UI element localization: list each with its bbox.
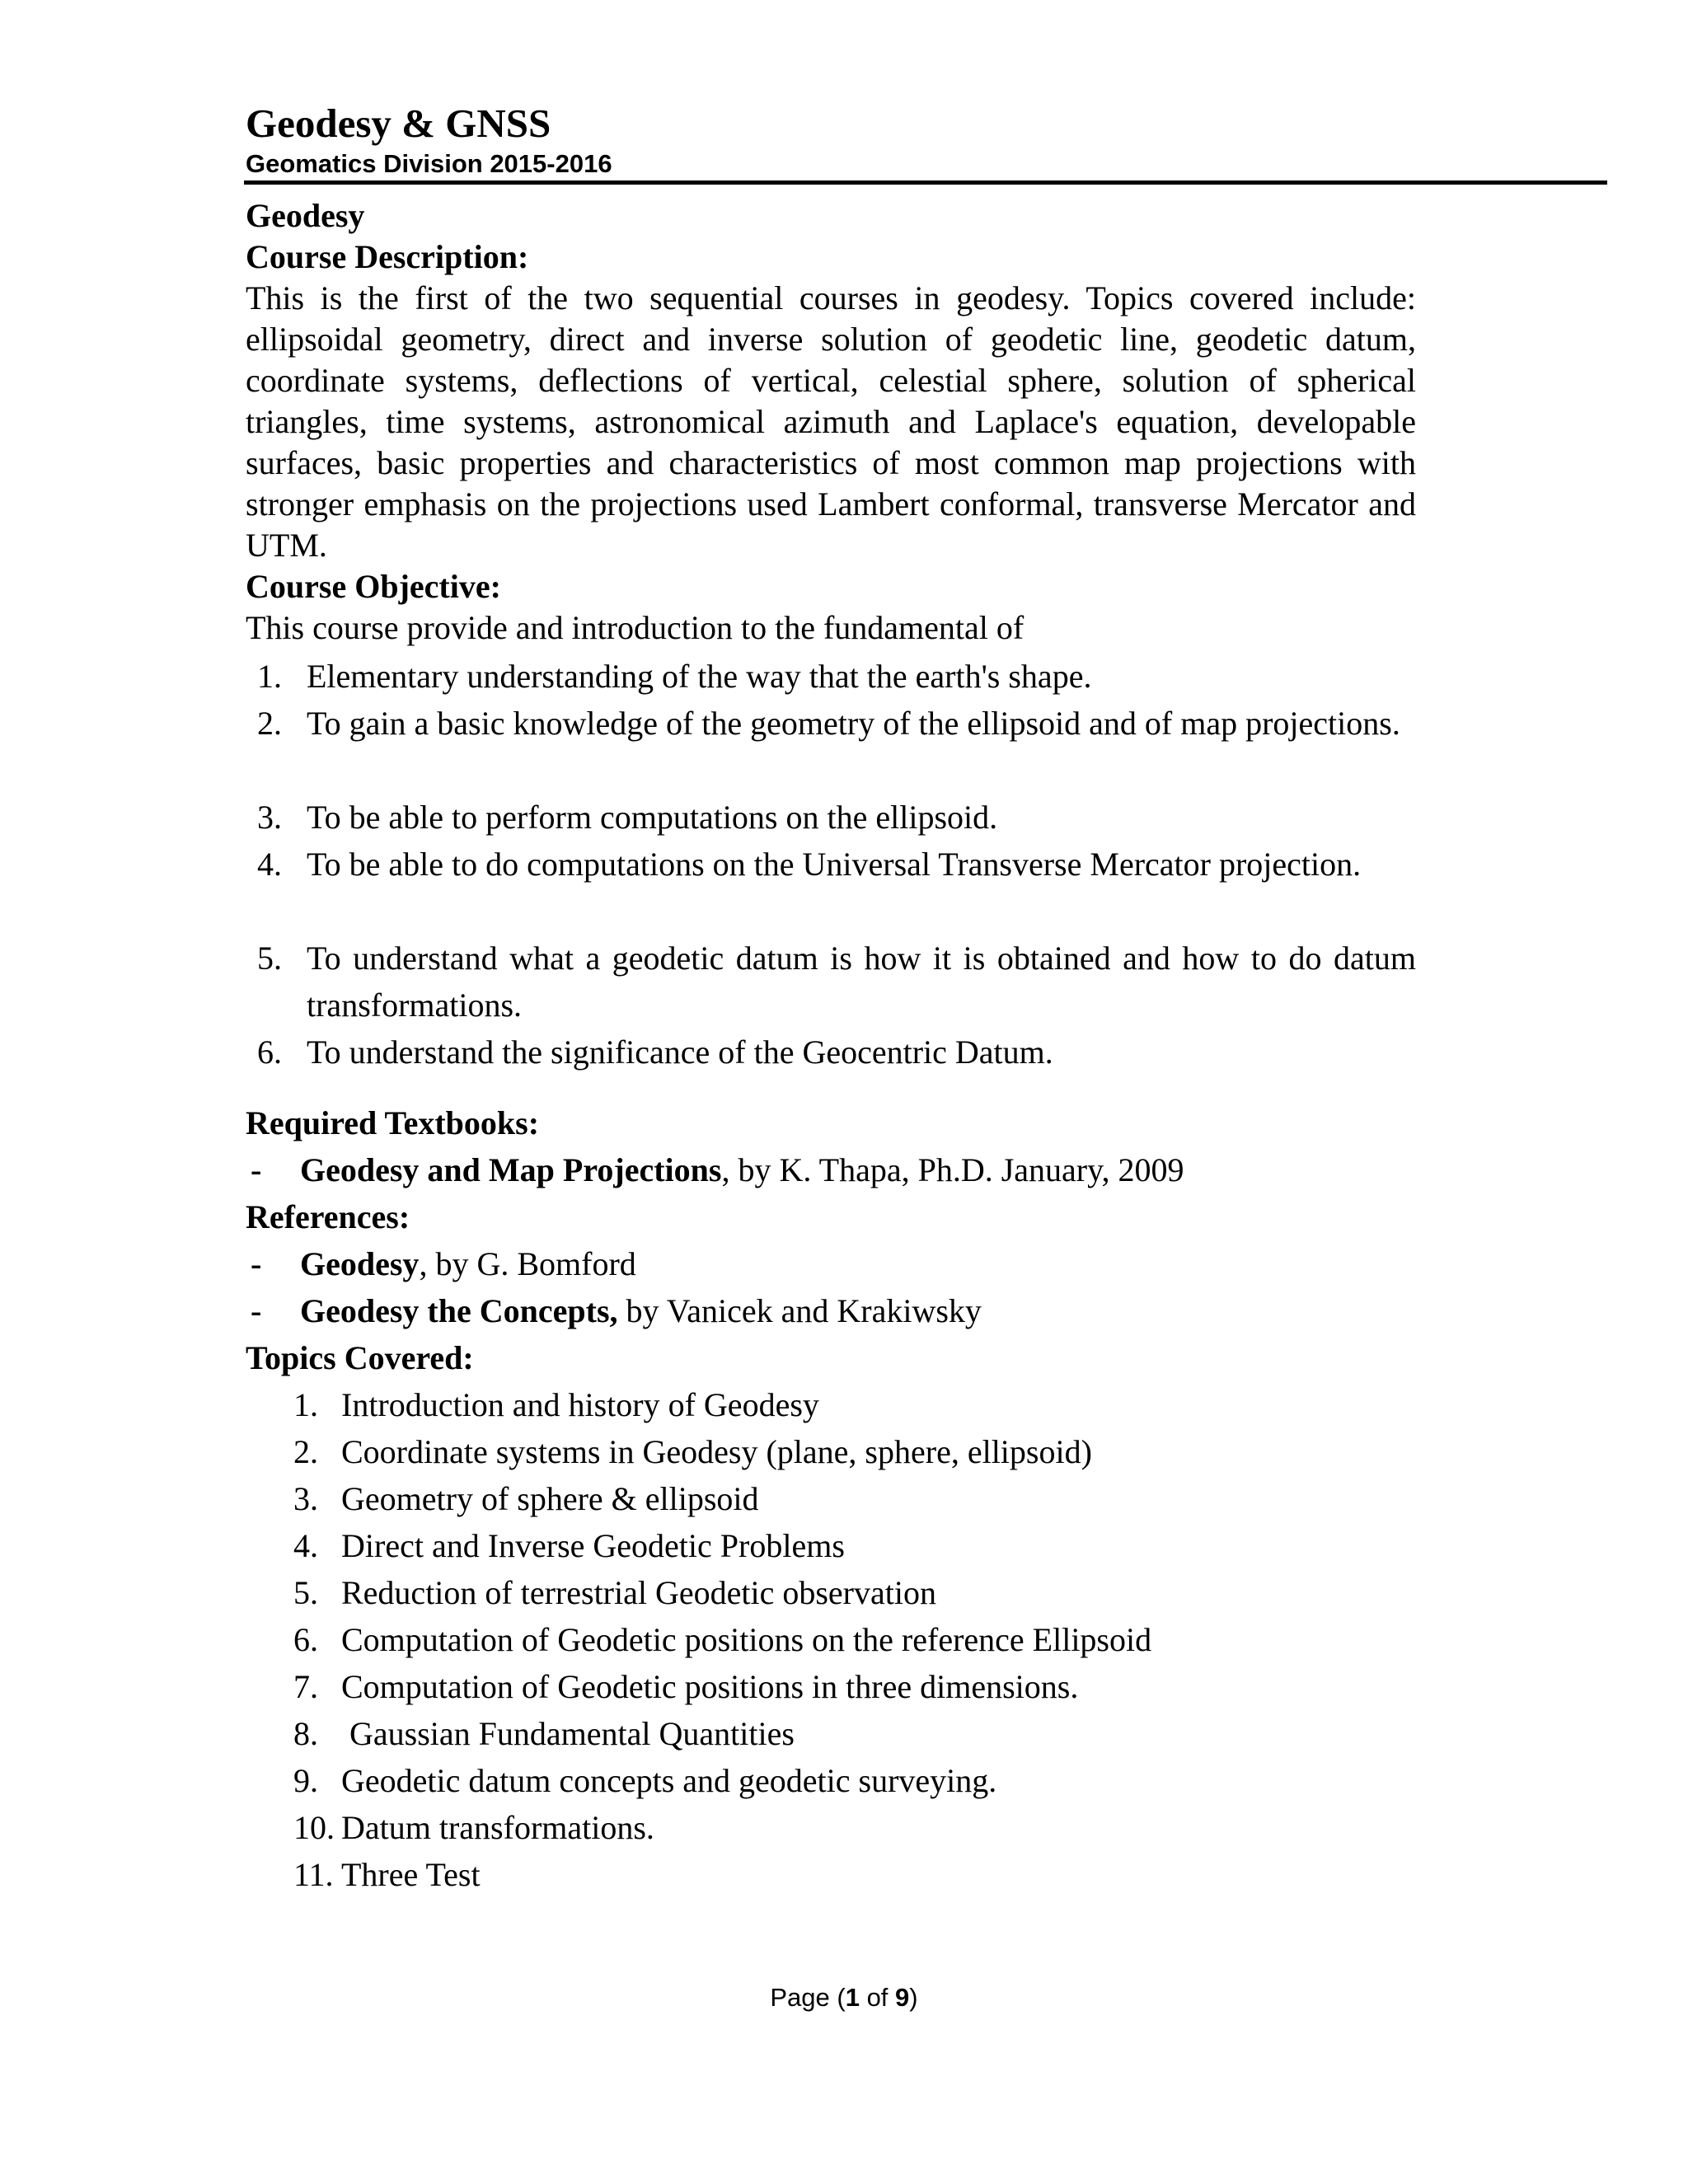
topic-item-number: 10.	[293, 1809, 335, 1846]
objective-item-number: 3.	[257, 799, 282, 836]
topic-item	[293, 1569, 936, 1616]
topic-item-text: Coordinate systems in Geodesy (plane, sphere, ellipsoid)	[341, 1433, 1092, 1470]
topic-item	[293, 1710, 795, 1757]
topic-item	[293, 1663, 1078, 1710]
objective-item	[246, 794, 1416, 841]
reference-author: , by G. Bomford	[419, 1245, 636, 1282]
course-description-block	[246, 195, 1416, 607]
objective-item-number: 6.	[257, 1033, 282, 1071]
document-title: Geodesy & GNSS	[246, 101, 551, 146]
objective-item-text: Elementary understanding of the way that the earth's shape.	[307, 658, 1092, 695]
textbook-item	[246, 1146, 1184, 1193]
topic-item-text: Three Test	[341, 1856, 481, 1893]
objective-item-text: To understand the significance of the Geocentric Datum.	[307, 1033, 1053, 1071]
topic-item	[293, 1851, 481, 1898]
objective-item-text: To be able to perform computations on the ellipsoid.	[307, 799, 998, 836]
topic-item-text: Reduction of terrestrial Geodetic observation	[341, 1574, 936, 1611]
topic-item	[293, 1522, 845, 1569]
topic-item-text: Direct and Inverse Geodetic Problems	[341, 1527, 845, 1564]
topic-item-text: Computation of Geodetic positions in three dimensions.	[341, 1668, 1079, 1705]
topic-item-number: 7.	[293, 1668, 318, 1705]
objective-item-number: 2.	[257, 705, 282, 742]
page-number-middle: of	[859, 1983, 896, 2012]
topic-item-number: 1.	[293, 1386, 318, 1423]
topic-item	[293, 1475, 759, 1522]
document-subtitle: Geomatics Division 2015-2016	[246, 149, 612, 178]
topic-item	[293, 1757, 996, 1804]
topic-item-text: Introduction and history of Geodesy	[341, 1386, 819, 1423]
page-number	[0, 1980, 1688, 2015]
bullet-dash: -	[251, 1292, 262, 1329]
topic-item	[293, 1381, 819, 1428]
objective-item-text: To understand what a geodetic datum is how it is obtained and how to do datum transformations.	[307, 940, 1416, 1024]
objective-item-number: 5.	[257, 940, 282, 977]
objective-item	[246, 935, 1416, 1029]
objective-item	[246, 700, 1416, 747]
description-text: This is the first of the two sequential courses in geodesy. Topics covered include: ellipsoidal geometry, direct and inverse solution of geodetic line, geodetic datum, coordinate systems, deflections of vertical, celestial sphere, solution of spherical triangles, time systems, astronomical azimuth and Laplace's equation, developable surfaces, basic properties and characteristics of most common map projections with stronger emphasis on the projections used Lambert conformal, transverse Mercator and UTM.	[246, 279, 1416, 564]
topic-item-number: 2.	[293, 1433, 318, 1470]
section-title: Geodesy	[246, 197, 365, 234]
reference-author: by Vanicek and Krakiwsky	[617, 1292, 982, 1329]
references-heading: References:	[246, 1198, 410, 1235]
total-pages: 9	[895, 1983, 910, 2012]
topic-item-number: 8.	[293, 1715, 318, 1752]
topic-item-number: 4.	[293, 1527, 318, 1564]
objective-item-text: To gain a basic knowledge of the geometry of the ellipsoid and of map projections.	[307, 705, 1400, 742]
topic-item	[293, 1804, 654, 1851]
topic-item-number: 9.	[293, 1762, 318, 1799]
header-divider	[244, 180, 1607, 185]
textbook-title: Geodesy and Map Projections	[300, 1151, 722, 1188]
topic-item-number: 3.	[293, 1480, 318, 1517]
topics-heading: Topics Covered:	[246, 1339, 474, 1376]
current-page: 1	[845, 1983, 860, 2012]
topic-item-number: 6.	[293, 1621, 318, 1658]
reference-item	[246, 1240, 636, 1287]
bullet-dash: -	[251, 1245, 262, 1282]
description-heading: Course Description:	[246, 238, 529, 275]
reference-title: Geodesy	[300, 1245, 420, 1282]
topic-item	[293, 1428, 1092, 1475]
objective-heading: Course Objective:	[246, 568, 501, 605]
reference-item	[246, 1287, 982, 1334]
bullet-dash: -	[251, 1151, 262, 1188]
objective-item-number: 1.	[257, 658, 282, 695]
objective-item-text: To be able to do computations on the Universal Transverse Mercator projection.	[307, 846, 1362, 883]
reference-title: Geodesy the Concepts,	[300, 1292, 618, 1329]
page-number-suffix: )	[909, 1983, 918, 2012]
topic-item-text: Geometry of sphere & ellipsoid	[341, 1480, 759, 1517]
topic-item-number: 11.	[293, 1856, 334, 1893]
objective-item	[246, 653, 1416, 700]
topic-item-number: 5.	[293, 1574, 318, 1611]
objective-item-number: 4.	[257, 846, 282, 883]
objective-intro: This course provide and introduction to the fundamental of	[246, 609, 1025, 646]
topic-item-text: Computation of Geodetic positions on the reference Ellipsoid	[341, 1621, 1152, 1658]
objective-item	[246, 841, 1416, 888]
topic-item-text: Geodetic datum concepts and geodetic surveying.	[341, 1762, 997, 1799]
topic-item-text: Datum transformations.	[341, 1809, 654, 1846]
topic-item	[293, 1616, 1151, 1663]
topic-item-text: Gaussian Fundamental Quantities	[341, 1715, 795, 1752]
textbooks-heading: Required Textbooks:	[246, 1104, 540, 1141]
objective-item	[246, 1029, 1416, 1076]
page-number-prefix: Page (	[770, 1983, 846, 2012]
textbook-author: , by K. Thapa, Ph.D. January, 2009	[721, 1151, 1184, 1188]
